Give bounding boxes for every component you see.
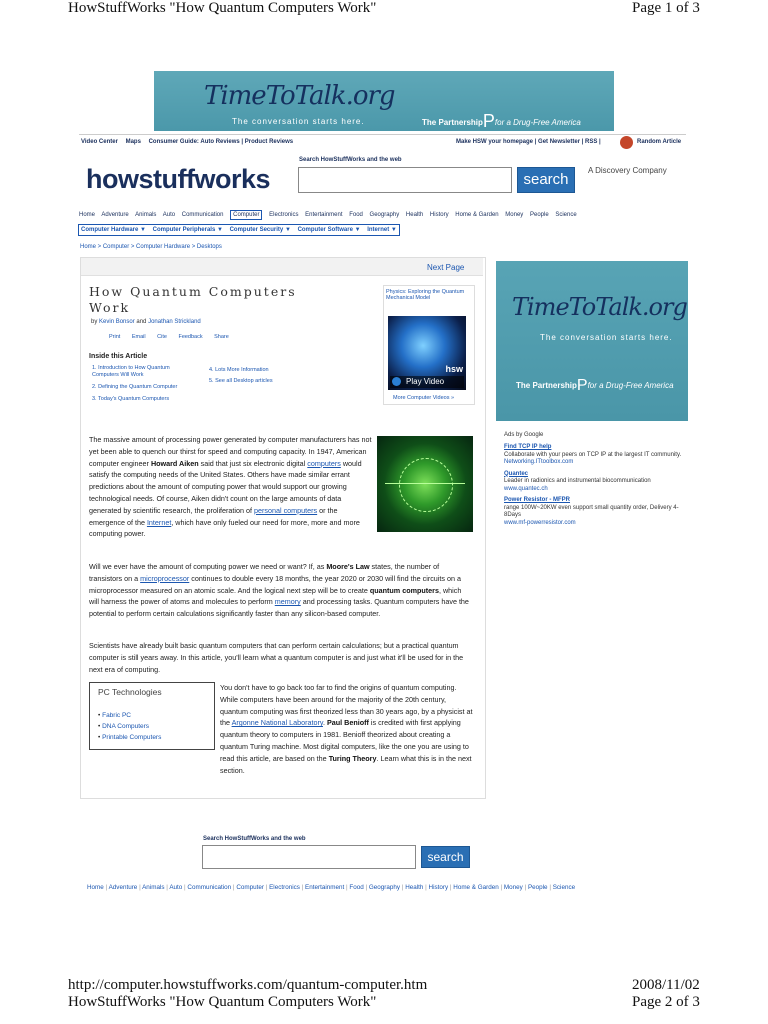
banner-logo: TimeToTalk.org bbox=[204, 81, 395, 111]
subcat-security[interactable]: Computer Security ▼ bbox=[229, 227, 291, 233]
breadcrumb[interactable]: Home > Computer > Computer Hardware > Desktops bbox=[80, 244, 222, 250]
pc-box-title: PC Technologies bbox=[98, 687, 162, 697]
ad-title[interactable]: Quantec bbox=[504, 470, 529, 477]
paragraph-2: Will we ever have the amount of computing power we need or want? If, as Moore's Law states, the number of transistors on a microprocessor continues to double every 18 months, the year 2020 or 2030 will find the circuits on a microprocessor measured on an atomic scale. And the logical next step will be to create quantum computers, which will harness the power of atoms and molecules to perform memory and processing tasks. Quantum computers have the potential to perform certain calculations significantly faster than any silicon-based computer. bbox=[89, 562, 469, 619]
banner-tagline: The conversation starts here. bbox=[232, 117, 365, 126]
ad-url[interactable]: www.mf-powerresistor.com bbox=[504, 519, 576, 526]
ad-desc: range 100W~20KW even support small quantity order, Delivery 4-8Days bbox=[504, 504, 679, 518]
play-video-label[interactable]: Play Video bbox=[406, 377, 445, 386]
cat-electronics[interactable]: Electronics bbox=[269, 212, 299, 218]
bottom-search-label: Search HowStuffWorks and the web bbox=[203, 836, 306, 842]
share-button[interactable]: Share bbox=[214, 334, 229, 340]
inside-item-4[interactable]: 4. Lots More Information bbox=[209, 367, 269, 373]
print-footer-title: HowStuffWorks "How Quantum Computers Work" bbox=[68, 994, 377, 1010]
inside-item-3[interactable]: 3. Today's Quantum Computers bbox=[92, 396, 170, 402]
google-ads-list bbox=[504, 444, 688, 527]
inside-list-right bbox=[209, 365, 319, 387]
topnav-maps[interactable]: Maps bbox=[125, 139, 141, 145]
cat-auto[interactable]: Auto bbox=[162, 212, 176, 218]
footer-health[interactable]: Health bbox=[405, 884, 424, 891]
article-tools bbox=[109, 334, 229, 340]
footer-communication[interactable]: Communication bbox=[187, 884, 232, 891]
ad-desc: Leader in radionics and instrumental biocommunication bbox=[504, 478, 651, 484]
discovery-company: A Discovery Company bbox=[588, 166, 667, 175]
pc-item-printable[interactable]: • Printable Computers bbox=[98, 734, 162, 741]
hsw-badge: hsw bbox=[445, 364, 463, 374]
cat-adventure[interactable]: Adventure bbox=[101, 212, 129, 218]
inside-item-2[interactable]: 2. Defining the Quantum Computer bbox=[92, 384, 178, 390]
globe-ring bbox=[399, 458, 453, 512]
pc-item-dna[interactable]: • DNA Computers bbox=[98, 723, 150, 730]
footer-computer[interactable]: Computer bbox=[236, 884, 264, 891]
argonne-link[interactable]: Argonne National Laboratory bbox=[231, 718, 323, 728]
subcat-hardware[interactable]: Computer Hardware ▼ bbox=[81, 227, 146, 233]
print-footer-url: http://computer.howstuffworks.com/quantum-computer.htm bbox=[68, 977, 428, 993]
ad-title[interactable]: Find TCP IP help bbox=[504, 444, 552, 450]
paragraph-4: You don't have to go back too far to find the origins of quantum computing. While computers have been around for the majority of the 20th century, quantum computing was first theorized less than 30 years ago, by a physicist at the Argonne National Laboratory. Paul Benioff is credited with first applying quantum theory to computers in 1981. Benioff theorized about creating a quantum Turing machine. Most digital computers, like the one you are using to read this article, are based on the Turing Theory. Learn what this is in the next section. bbox=[220, 683, 473, 775]
search-button[interactable]: search bbox=[517, 167, 575, 193]
memory-link[interactable]: memory bbox=[274, 597, 301, 607]
subcat-software[interactable]: Computer Software ▼ bbox=[297, 227, 361, 233]
cat-communication[interactable]: Communication bbox=[181, 212, 224, 218]
ad-desc: Collaborate with your peers on TCP IP at the largest IT community. bbox=[504, 451, 682, 458]
cat-computer[interactable]: Computer bbox=[230, 210, 262, 220]
footer-history[interactable]: History bbox=[428, 884, 449, 891]
paragraph-3: Scientists have already built basic quantum computers that can perform certain calculations; but a practical quantum computer is still years away. In this article, you'll learn what a quantum computer is and just what it'll be used for in the next era of computing. bbox=[89, 641, 464, 674]
cat-people[interactable]: People bbox=[529, 212, 549, 218]
cat-money[interactable]: Money bbox=[505, 212, 524, 218]
search-label: Search HowStuffWorks and the web bbox=[299, 157, 402, 163]
bottom-search-input[interactable] bbox=[202, 845, 416, 869]
inside-item-1[interactable]: 1. Introduction to How Quantum Computers Will Work bbox=[92, 365, 170, 378]
ad-url[interactable]: www.quantec.ch bbox=[504, 485, 548, 492]
print-button[interactable]: Print bbox=[109, 334, 121, 340]
microprocessor-link[interactable]: microprocessor bbox=[140, 573, 190, 583]
ad-url[interactable]: Networking.ITtoolbox.com bbox=[504, 459, 574, 465]
footer-home[interactable]: Home bbox=[87, 884, 104, 891]
inside-list-left bbox=[92, 365, 192, 403]
topnav-divider bbox=[79, 134, 686, 135]
topnav-right[interactable]: Make HSW your homepage | Get Newsletter | RSS | bbox=[456, 139, 601, 145]
inside-item-5[interactable]: 5. See all Desktop articles bbox=[209, 378, 273, 384]
globe-line bbox=[385, 483, 465, 484]
feedback-button[interactable]: Feedback bbox=[178, 334, 203, 340]
bottom-search-button[interactable]: search bbox=[421, 846, 470, 868]
cat-food[interactable]: Food bbox=[349, 212, 363, 218]
side-ad-logo: TimeToTalk.org bbox=[512, 293, 687, 321]
cat-history[interactable]: History bbox=[429, 212, 449, 218]
random-article-icon[interactable] bbox=[620, 136, 633, 149]
side-ad-tagline: The conversation starts here. bbox=[540, 333, 673, 342]
play-video-bar[interactable] bbox=[390, 376, 464, 388]
top-banner-ad[interactable] bbox=[154, 71, 614, 131]
footer-electronics[interactable]: Electronics bbox=[269, 884, 300, 891]
article-title: How Quantum Computers Work bbox=[89, 284, 297, 315]
cat-entertainment[interactable]: Entertainment bbox=[305, 212, 343, 218]
footer-auto[interactable]: Auto bbox=[169, 884, 183, 891]
topnav-consumer-guide[interactable]: Consumer Guide: Auto Reviews | Product Reviews bbox=[148, 139, 294, 145]
ads-heading: Ads by Google bbox=[504, 432, 544, 438]
print-footer-date: 2008/11/02 bbox=[632, 977, 700, 993]
topnav-left bbox=[81, 139, 299, 145]
cat-animals[interactable]: Animals bbox=[135, 212, 157, 218]
email-button[interactable]: Email bbox=[131, 334, 146, 340]
footer-people[interactable]: People bbox=[527, 884, 548, 891]
cat-home[interactable]: Home bbox=[79, 212, 96, 218]
more-videos-link[interactable]: More Computer Videos » bbox=[393, 395, 455, 401]
print-footer-page: Page 2 of 3 bbox=[632, 994, 700, 1010]
cat-home-garden[interactable]: Home & Garden bbox=[455, 212, 499, 218]
subcategory-nav bbox=[78, 224, 400, 236]
paragraph-1: The massive amount of processing power generated by computer manufacturers has not yet been able to quench our thirst for speed and computing capacity. In 1947, American computer engineer Howard Aiken said that just six electronic digital computers would satisfy the computing needs of the United States. Others have made similar errant predictions about the amount of computing power that would support our growing technological needs. Of course, Aiken didn't count on the large amounts of data generated by scientific research, the proliferation of personal computers or the emergence of the Internet, which have only fueled our need for more, more and more computing power. bbox=[89, 435, 372, 539]
quantum-globe-image bbox=[377, 436, 473, 532]
footer-home-garden[interactable]: Home & Garden bbox=[453, 884, 499, 891]
article-topbar bbox=[81, 258, 483, 276]
computers-link[interactable]: computers bbox=[307, 458, 341, 468]
footer-money[interactable]: Money bbox=[503, 884, 523, 891]
author-bonsor-link[interactable]: Kevin Bonsor bbox=[99, 319, 135, 325]
internet-link[interactable]: Internet bbox=[146, 517, 172, 527]
banner-partnership: The PartnershipPfor a Drug-Free America bbox=[422, 111, 581, 131]
article-byline: by Kevin Bonsor and Jonathan Strickland bbox=[91, 319, 201, 325]
video-title-link[interactable]: Physics: Exploring the Quantum Mechanical Model bbox=[386, 289, 465, 301]
ad-item[interactable] bbox=[504, 471, 688, 494]
footer-science[interactable]: Science bbox=[552, 884, 576, 891]
cat-health[interactable]: Health bbox=[405, 212, 424, 218]
cat-science[interactable]: Science bbox=[555, 212, 577, 218]
play-icon[interactable] bbox=[392, 377, 401, 386]
category-nav bbox=[79, 212, 577, 218]
subcat-peripherals[interactable]: Computer Peripherals ▼ bbox=[152, 227, 223, 233]
cite-button[interactable]: Cite bbox=[157, 334, 167, 340]
pc-item-fabric[interactable]: • Fabric PC bbox=[98, 712, 131, 719]
subcat-internet[interactable]: Internet ▼ bbox=[367, 227, 397, 233]
footer-geography[interactable]: Geography bbox=[368, 884, 401, 891]
print-header-title: HowStuffWorks "How Quantum Computers Work" bbox=[68, 0, 377, 16]
video-thumbnail[interactable] bbox=[388, 316, 466, 390]
personal-computers-link[interactable]: personal computers bbox=[254, 505, 318, 515]
howstuffworks-logo[interactable]: howstuffworks bbox=[86, 164, 271, 194]
footer-adventure[interactable]: Adventure bbox=[108, 884, 138, 891]
cat-geography[interactable]: Geography bbox=[369, 212, 400, 218]
footer-entertainment[interactable]: Entertainment bbox=[305, 884, 345, 891]
ad-item[interactable] bbox=[504, 497, 688, 527]
ad-item[interactable] bbox=[504, 444, 688, 467]
search-input[interactable] bbox=[298, 167, 512, 193]
footer-animals[interactable]: Animals bbox=[142, 884, 165, 891]
inside-heading: Inside this Article bbox=[89, 353, 148, 360]
print-header-page: Page 1 of 3 bbox=[632, 0, 700, 16]
topnav-video-center[interactable]: Video Center bbox=[81, 139, 118, 145]
ad-title[interactable]: Power Resistor - MFPR bbox=[504, 497, 571, 503]
side-banner-ad[interactable] bbox=[496, 261, 688, 421]
random-article-link[interactable]: Random Article bbox=[637, 139, 682, 145]
side-ad-partnership: The PartnershipPfor a Drug-Free America bbox=[516, 377, 674, 394]
author-strickland-link[interactable]: Jonathan Strickland bbox=[148, 319, 201, 325]
footer-links: Home | Adventure | Animals | Auto | Communication | Computer | Electronics | Entertainment | Food | Geography | Health | History | Home & Garden | Money | People | Science bbox=[87, 884, 576, 891]
next-page-link[interactable]: Next Page bbox=[427, 263, 465, 272]
footer-food[interactable]: Food bbox=[349, 884, 364, 891]
